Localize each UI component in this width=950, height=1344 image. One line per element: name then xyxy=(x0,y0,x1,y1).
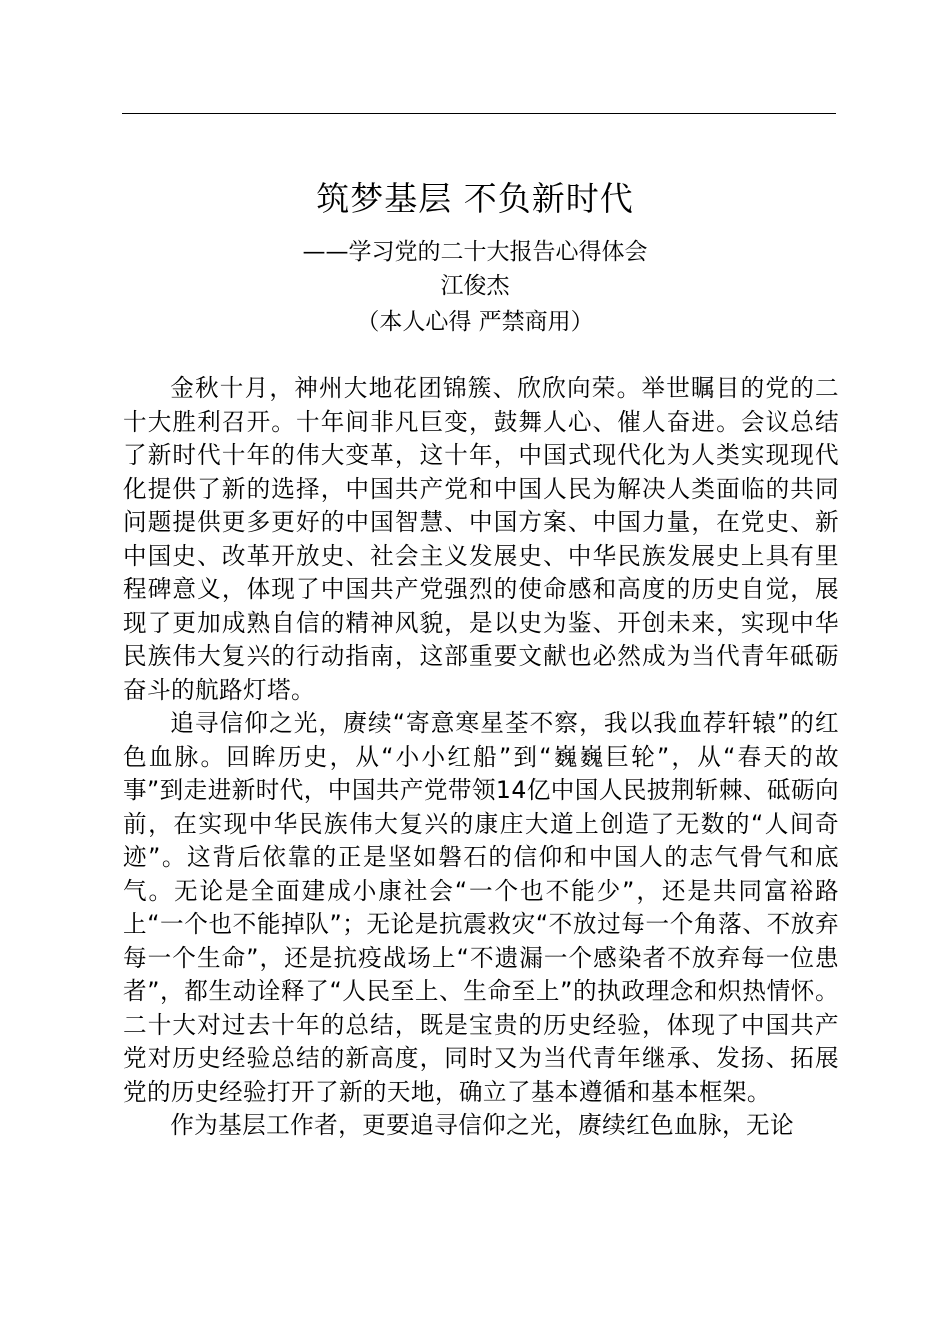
document-subtitle: ——学习党的二十大报告心得体会 xyxy=(302,239,648,265)
header-rule xyxy=(122,113,836,114)
usage-note: （本人心得 严禁商用） xyxy=(356,309,594,335)
paragraph: 追寻信仰之光，赓续“寄意寒星荃不察，我以我血荐轩辕”的红色血脉。回眸历史，从“小小红船”到“巍巍巨轮”，从“春天的故事”到走进新时代，中国共产党带领14亿中国人民披荆斩棘、砥砺向前，在实现中华民族伟大复兴的康庄大道上创造了无数的“人间奇迹”。这背后依靠的正是坚如磐石的信仰和中国人的志气骨气和底气。无论是全面建成小康社会“一个也不能少”，还是共同富裕路上“一个也不能掉队”；无论是抗震救灾“不放过每一个角落、不放弃每一个生命”，还是抗疫战场上“不遗漏一个感染者不放弃每一位患者”，都生动诠释了“人民至上、生命至上”的执政理念和炽热情怀。二十大对过去十年的总结，既是宝贵的历史经验，体现了中国共产党对历史经验总结的新高度，同时又为当代青年继承、发扬、拓展党的历史经验打开了新的天地，确立了基本遵循和基本框架。 xyxy=(123,709,839,1106)
author-name: 江俊杰 xyxy=(440,273,510,299)
paragraph: 作为基层工作者，更要追寻信仰之光，赓续红色血脉，无论 xyxy=(170,1111,795,1139)
document-body xyxy=(123,372,839,1143)
paragraph: 金秋十月，神州大地花团锦簇、欣欣向荣。举世瞩目的党的二十大胜利召开。十年间非凡巨变，鼓舞人心、催人奋进。会议总结了新时代十年的伟大变革，这十年，中国式现代化为人类实现现代化提供了新的选择，中国共产党和中国人民为解决人类面临的共同问题提供更多更好的中国智慧、中国方案、中国力量，在党史、新中国史、改革开放史、社会主义发展史、中华民族发展史上具有里程碑意义，体现了中国共产党强烈的使命感和高度的历史自觉，展现了更加成熟自信的精神风貌，是以史为鉴、开创未来，实现中华民族伟大复兴的行动指南，这部重要文献也必然成为当代青年砥砺奋斗的航路灯塔。 xyxy=(123,374,839,704)
document-title: 筑梦基层 不负新时代 xyxy=(316,179,634,218)
